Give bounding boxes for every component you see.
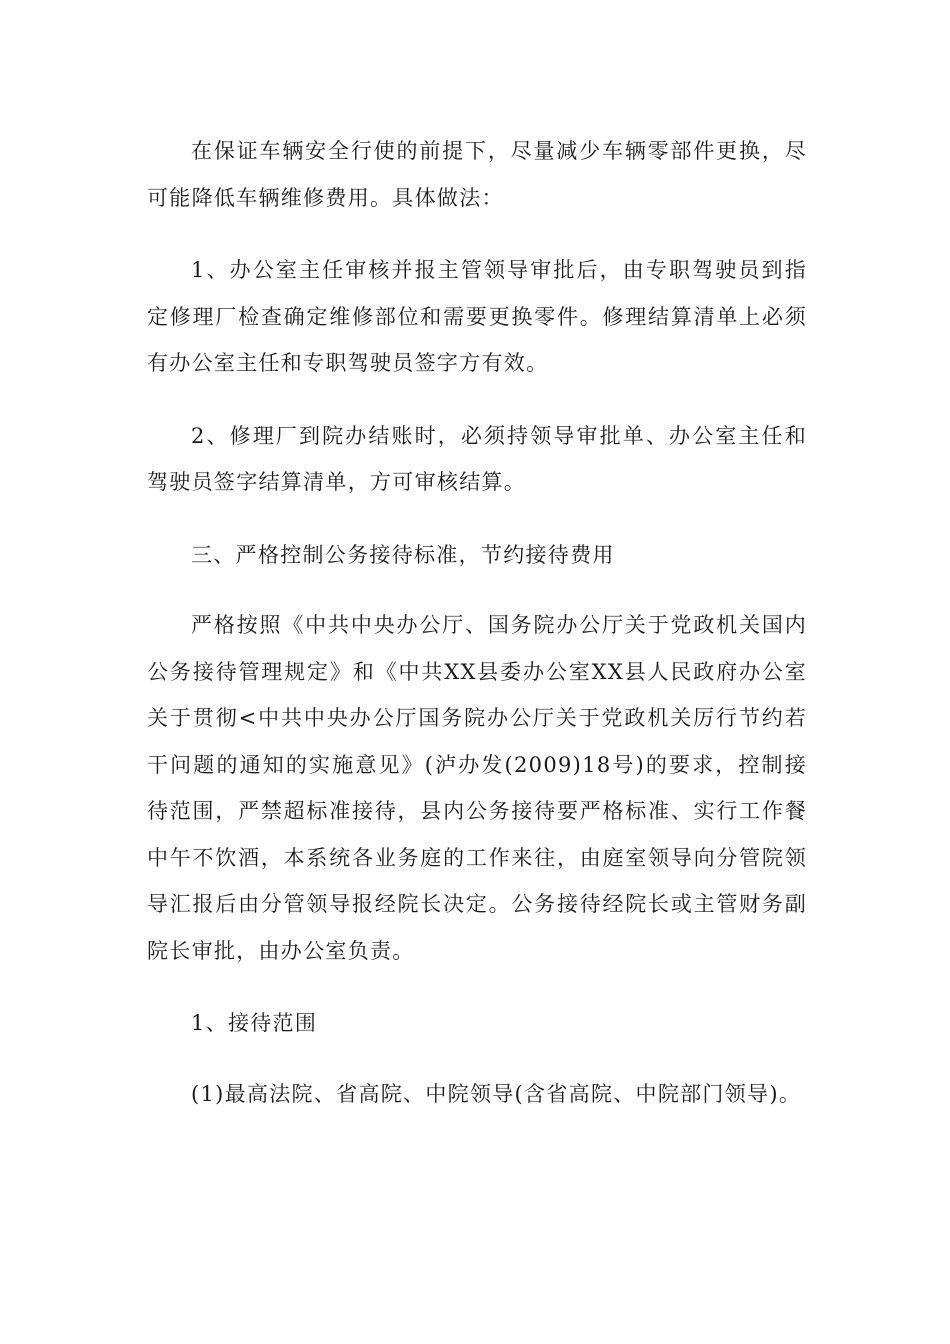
paragraph-reception-regulations: 严格按照《中共中央办公厅、国务院办公厅关于党政机关国内公务接待管理规定》和《中共XX县委办公室XX县人民政府办公室关于贯彻<中共中央办公厅国务院办公厅关于党政机关厉行节约若干问题的通知的实施意见》(泸办发(2009)18号)的要求，控制接待范围，严禁超标准接待，县内公务接待要严格标准、实行工作餐中午不饮酒，本系统各业务庭的工作来往，由庭室领导向分管院领导汇报后由分管领导报经院长决定。公务接待经院长或主管财务副院长审批，由办公室负责。 bbox=[147, 613, 807, 963]
subheading-reception-scope: 1、接待范围 bbox=[191, 1011, 318, 1035]
paragraph-vehicle-repair-intro: 在保证车辆安全行使的前提下，尽量减少车辆零部件更换，尽可能降低车辆维修费用。具体做法： bbox=[147, 139, 807, 210]
section-heading-reception-standards: 三、严格控制公务接待标准，节约接待费用 bbox=[191, 542, 615, 567]
paragraph-repair-settlement-step-2: 2、修理厂到院办结账时，必须持领导审批单、办公室主任和驾驶员签字结算清单，方可审核结算。 bbox=[147, 423, 807, 494]
list-item-reception-scope-1: (1)最高法院、省高院、中院领导(含省高院、中院部门领导)。 bbox=[191, 1081, 802, 1106]
document-body bbox=[147, 128, 807, 1143]
paragraph-repair-approval-step-1: 1、办公室主任审核并报主管领导审批后，由专职驾驶员到指定修理厂检查确定维修部位和需要更换零件。修理结算清单上必须有办公室主任和专职驾驶员签字方有效。 bbox=[147, 258, 807, 375]
